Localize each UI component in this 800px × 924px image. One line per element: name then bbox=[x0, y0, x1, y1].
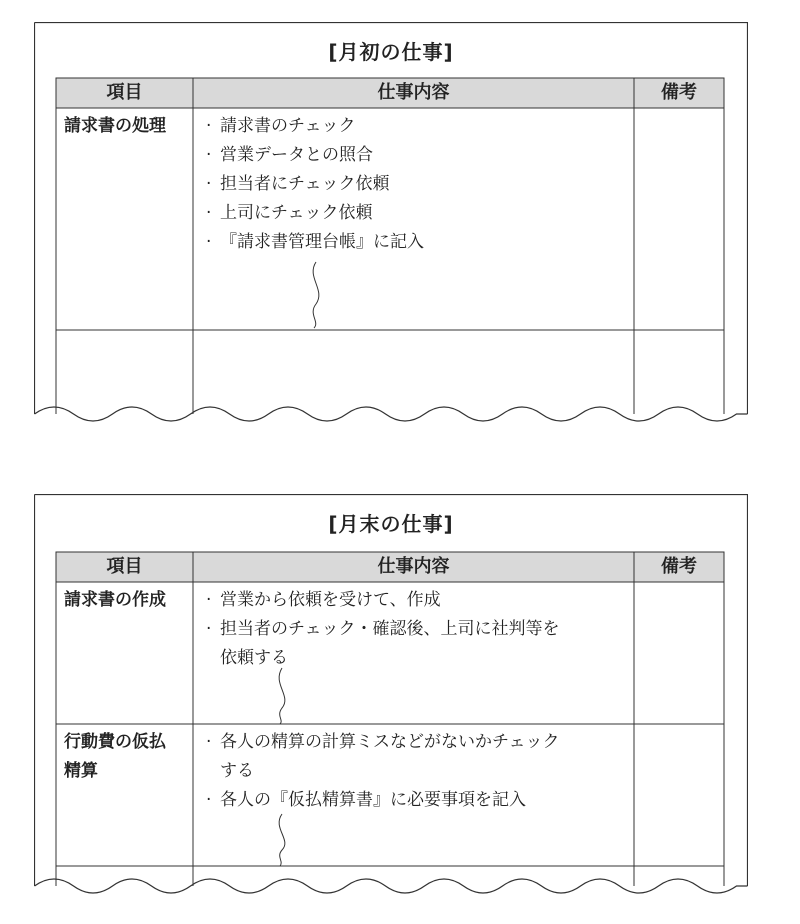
row-item-label: 請求書の処理 bbox=[64, 116, 166, 136]
monthly-end-table bbox=[34, 494, 748, 898]
list-item-continuation: 依頼する bbox=[220, 648, 288, 668]
header-notes: 備考 bbox=[661, 556, 697, 577]
list-item: · 請求書のチェック bbox=[206, 116, 356, 136]
list-item: · 『請求書管理台帳』に記入 bbox=[206, 232, 424, 252]
list-item: · 上司にチェック依頼 bbox=[206, 203, 373, 223]
table-title: [月末の仕事] bbox=[328, 512, 454, 536]
list-item: · 営業データとの照合 bbox=[206, 145, 373, 165]
row-content bbox=[206, 112, 424, 257]
list-item: · 各人の『仮払精算書』に必要事項を記入 bbox=[206, 790, 526, 810]
list-item: · 担当者にチェック依頼 bbox=[206, 174, 390, 194]
list-item: · 担当者のチェック・確認後、上司に社判等を bbox=[206, 619, 560, 639]
row-item-label: 行動費の仮払 精算 bbox=[64, 732, 166, 781]
row-content bbox=[206, 586, 560, 673]
list-item: · 各人の精算の計算ミスなどがないかチェック bbox=[206, 732, 560, 752]
header-notes: 備考 bbox=[661, 82, 697, 103]
header-item: 項目 bbox=[106, 82, 143, 103]
header-content: 仕事内容 bbox=[377, 556, 450, 577]
list-item-continuation: する bbox=[220, 761, 254, 781]
header-item: 項目 bbox=[106, 556, 143, 577]
table-title: [月初の仕事] bbox=[328, 40, 454, 64]
header-content: 仕事内容 bbox=[377, 82, 450, 103]
row-content bbox=[206, 728, 560, 815]
row-item-label: 請求書の作成 bbox=[64, 590, 166, 610]
monthly-start-table bbox=[34, 22, 748, 424]
list-item: · 営業から依頼を受けて、作成 bbox=[206, 590, 441, 610]
